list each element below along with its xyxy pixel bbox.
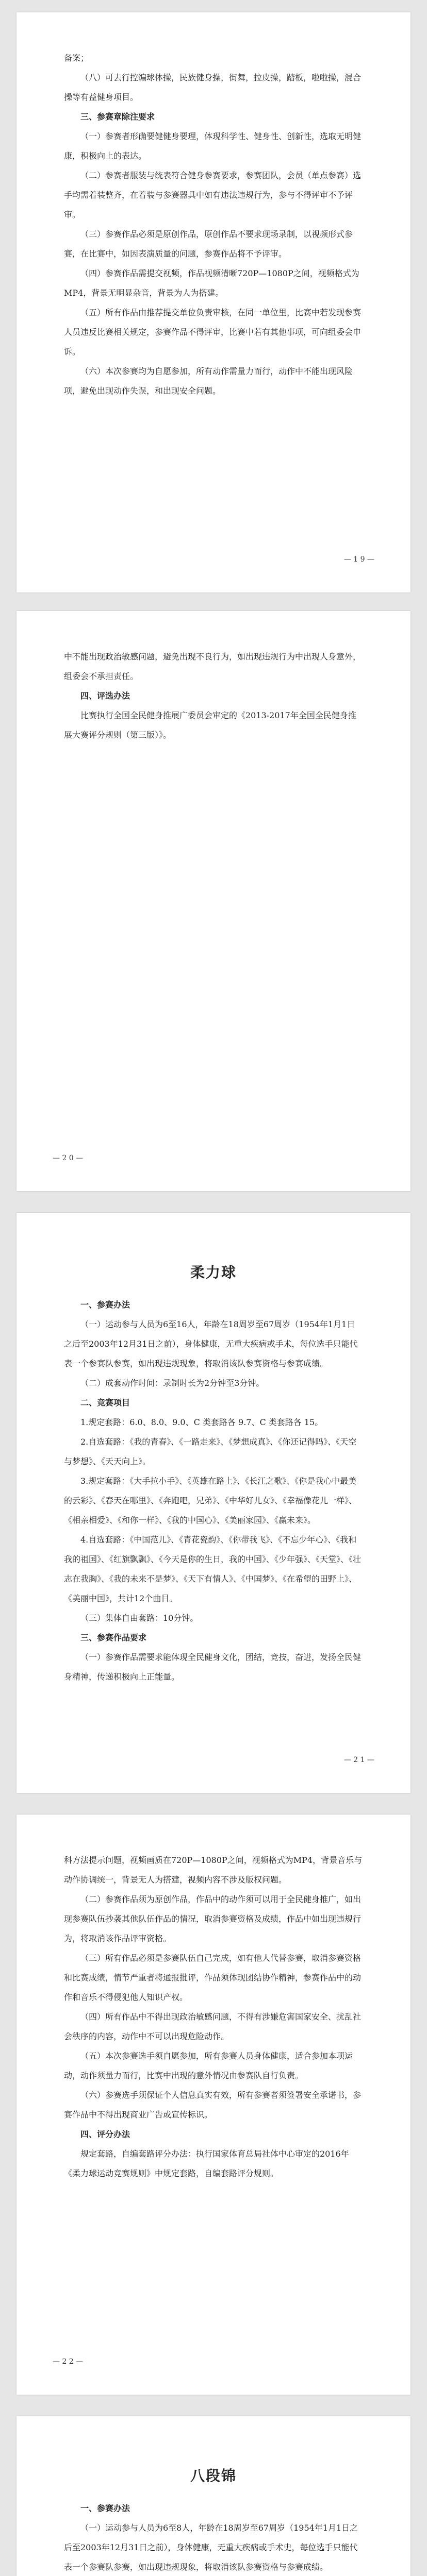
section-heading: 二、竞赛项目 [80,1398,130,1408]
paragraph: （二）参赛者服装与统表符合健身参赛要求，参赛团队，会员（单点参赛）选手均需着装整齐，在着装与参赛器具中如有违法违规行为，参与不得评审不予评审。 [64,171,362,219]
paragraph: （三）集体自由套路：10分钟。 [80,1613,199,1623]
page-number: — 1 9 — [343,555,374,564]
paragraph: 比赛执行全国全民健身推展广委员会审定的《2013-2017年全国全民健身推展大赛评分规则（第三版）》。 [64,710,356,740]
page-1-body [64,48,363,401]
paragraph: 规定套路，自编套路评分办法：执行国家体育总局社体中心审定的2016年《柔力球运动竞赛规则》中规定套路，自编套路评分规则。 [64,2149,349,2178]
paragraph: 2.自选套路：《我的青春》、《一路走来》、《梦想成真》、《你还记得吗》、《天空与梦想》、《天天向上》。 [64,1437,357,1466]
page-3-body [64,1295,363,1687]
section-heading: 四、评分办法 [80,2129,130,2139]
section-heading: 四、评选办法 [80,691,130,701]
paragraph: 4.自选套路：《中国范儿》、《青花瓷韵》、《你带我飞》、《不忘少年心》、《我和我的祖国》、《红旗飘飘》、《今天是你的生日，我的中国》、《少年强》、《天堂》、《壮志在我胸》、《我的未来不是梦》、《天下有情人》、《中国梦》、《在希望的田野上》、《美丽中国》，共计12个曲目。 [64,1535,362,1603]
paragraph: （一）参赛作品需要求能体现全民健身文化，团结，竞技，奋进，发扬全民健身精神，传递积极向上正能量。 [64,1652,362,1682]
paragraph: （五）所有作品由推荐提交单位负责审核，在同一单位里，比赛中若发现参赛人员违反比赛相关规定，参赛作品不得评审，比赛中若有其他事项，可向组委会申诉。 [64,308,362,357]
page-2-body [64,647,363,745]
paragraph: （四）所有作品中不得出现政治敏感问题，不得有涉嫌危害国家安全、扰乱社会秩序的内容，动作中不可以出现危险动作。 [64,2012,362,2041]
paragraph: （一）运动参与人员为6至16人，年龄在18周岁至67周岁（1954年1月1日之后至2003年12月31日之前），身体健康，无重大疾病或手术，每位选手只能代表一个参赛队参赛，如出现违规现象，将取消该队参赛资格与参赛成绩。 [64,1319,358,1368]
section-title: 柔力球 [190,1264,237,1281]
page-number: — 2 1 — [343,1756,374,1764]
page-5-body [64,2499,363,2576]
section-heading: 三、参赛章除注要求 [80,112,155,122]
document-page-5 [17,2416,410,2576]
section-heading: 三、参赛作品要求 [80,1633,147,1642]
section-title: 八段锦 [190,2467,237,2484]
page-number: — 2 0 — [53,1154,84,1162]
section-heading: 一、参赛办法 [80,2503,130,2513]
paragraph-continuation: 备案； [64,53,89,63]
paragraph: （六）本次参赛均为自愿参加，所有动作需量力而行，动作中不能出现风险项，避免出现动作失误，和出现安全问题。 [64,366,353,396]
paragraph: （五）本次参赛选手须自愿参加，所有参赛人员身体健康，适合参加本项运动，动作须量力而行，比赛中出现的意外情况由参赛队自行负责。 [64,2051,353,2080]
paragraph: （八）可去行控编球体操，民族健身操，街舞，拉皮操，踏板，啦啦操，混合操等有益健身项目。 [64,73,362,102]
paragraph: （一）参赛者形确要健健身要理，体现科学性、健身性、创新性，选取无明健康，积极向上的表达。 [64,131,362,161]
paragraph: 1.规定套路：6.0、8.0、9.0、C 类套路各 9.7、C 类套路各 15。 [80,1417,323,1427]
paragraph: （三）参赛作品必须是原创作品，原创作品不要求现场录制，以视频形式参赛，在比赛中，如因表演质量的问题，参赛作品将不予评审。 [64,229,353,259]
paragraph: （二）参赛作品须为原创作品，作品中的动作须可以用于全民健身推广，如出现参赛队伍抄袭其他队伍作品的情况，取消参赛资格及成绩，作品中如出现违规行为，将取消该作品评审资格。 [64,1894,362,1943]
document-page-4 [17,1815,410,2395]
paragraph-continuation: 中不能出现政治敏感问题，避免出现不良行为，如出现违规行为中出现人身意外，组委会不承担责任。 [64,652,362,681]
paragraph: （二）成套动作时间：录制时长为2分钟至3分钟。 [80,1378,265,1388]
paragraph-continuation: 科方法提示问题，视频画质在720P—1080P之间，视频格式为MP4，背景音乐与动作协调统一，背景无人为搭建，视频内容不涉及版权问题。 [64,1855,363,1885]
paragraph: （一）运动参与人员为6至8人，年龄在18周岁至67周岁（1954年1月1日之后至2003年12月31日之前），身体健康，无重大疾病或手术史，每位选手只能代表一个参赛队参赛，如出现违规现象，将取消该队参赛资格与参赛成绩。 [64,2523,358,2572]
document-page-2 [17,611,410,1191]
paragraph: （三）所有作品必须是参赛队伍自己完成，如有他人代替参赛，取消参赛资格和比赛成绩，情节严重者将通报批评，作品须体现团结协作精神，参赛作品中的动作和音乐不得侵犯他人知识产权。 [64,1953,362,2002]
page-4-body [64,1851,363,2183]
page-number: — 2 2 — [53,2358,84,2366]
document-page-3 [17,1213,410,1793]
paragraph: 3.规定套路：《大手拉小手》、《英雄在路上》、《长江之歌》、《你是我心中最美的云彩》、《春天在哪里》、《奔跑吧，兄弟》、《中华好儿女》、《幸福像花儿一样》、《相亲相爱》、《和你一样》、《我的中国心》、《美丽家园》、《赢未来》。 [64,1476,357,1525]
paragraph: （六）参赛选手须保证个人信息真实有效，所有参赛者须签署安全承诺书，参赛作品中不得出现商业广告或宣传标识。 [64,2090,362,2120]
section-heading: 一、参赛办法 [80,1300,130,1310]
paragraph: （四）参赛作品需提交视频，作品视频清晰720P—1080P之间，视频格式为MP4，背景无明显杂音，背景为人为搭建。 [64,268,359,298]
document-page-1 [17,12,410,592]
